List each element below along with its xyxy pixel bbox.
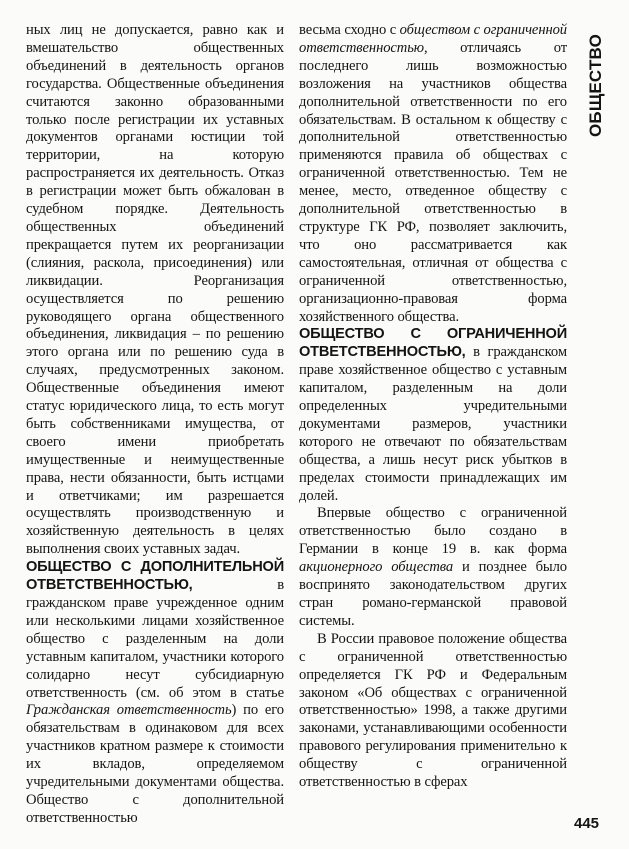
- entry-term-additional-liability: ОБЩЕСТВО С ДОПОЛНИТЕЛЬНОЙ ОТВЕТСТВЕННОСТЬЮ,: [26, 559, 284, 594]
- right-paragraph-3: [299, 505, 567, 630]
- entry-text: в гражданском праве хозяйственное общество с уставным капиталом, разделенным на доли определенных учредительными документами размеров, участники которого не отвечают по обязательствам общества, а лишь несут риск убытков в пределах стоимости принадлежащих им долей.: [299, 344, 567, 504]
- entry-text: в гражданском праве учрежденное одним или несколькими лицами хозяйственное общество с разделенным на доли уставным капиталом, участники которого солидарно несут субсидиарную ответственность (см. об этом в статье: [26, 577, 284, 701]
- right-paragraph-2: [299, 326, 567, 505]
- page-number: 445: [574, 815, 600, 832]
- entry-text: ) по его обязательствам в одинаковом для всех участников кратном размере к стоимости их вкладов, определяемом учредительными документами общества. Общество с дополнительной ответственностью: [26, 702, 284, 826]
- cross-reference: Гражданская ответственность: [26, 702, 232, 719]
- section-label: ОБЩЕСТВО: [586, 33, 605, 137]
- right-paragraph-4: В России правовое положение общества с ограниченной ответственностью определяется ГК РФ и Федеральным законом «Об обществах с ограниченной ответственностью» 1998, а также другими законами, устанавливающими особенности правового регулирования применительно к обществу с ограниченной ответственностью в сферах: [299, 630, 567, 791]
- entry-text: Впервые общество с ограниченной ответственностью было создано в Германии в конце 19 в. как форма: [299, 505, 567, 558]
- right-column: [299, 22, 567, 792]
- cross-reference: акционерного общества: [299, 559, 454, 576]
- entry-term-limited-liability: ОБЩЕСТВО С ОГРАНИЧЕННОЙ ОТВЕТСТВЕННОСТЬЮ,: [299, 326, 567, 361]
- entry-text: и позднее было воспринято законодательством других стран романо-германской правовой системы.: [299, 559, 567, 629]
- entry-text: , отличаясь от последнего лишь возможностью возложения на участников общества дополнительной ответственности по его обязательствам. В остальном к обществу с дополнительной ответственностью применяются правила об обществах с ограниченной ответственностью. Тем не менее, место, отведенное обществу с дополнительной ответственностью в структуре ГК РФ, позволяет заключить, что оно рассматривается как самостоятельная, отличная от общества с ограниченной ответственностью, организационно-правовая форма хозяйственного общества.: [299, 39, 567, 325]
- left-column: [26, 22, 284, 828]
- right-paragraph-1: [299, 22, 567, 326]
- cross-reference: обществом с ограниченной ответственностью: [299, 22, 567, 56]
- left-paragraph-2: [26, 559, 284, 828]
- entry-text: весьма сходно с: [299, 22, 400, 38]
- left-paragraph-1: ных лиц не допускается, равно как и вмешательство общественных объединений в деятельность органов государства. Общественные объединения считаются законно образованными только после регистрации их уставных документов органами юстиции той территории, на которую распространяется их деятельность. Отказ в регистрации может быть обжалован в судебном порядке. Деятельность общественных объединений прекращается путем их реорганизации (слияния, раскола, присоединения) или ликвидации. Реорганизация осуществляется по решению руководящего органа общественного объединения, ликвидация – по решению этого органа или по решению суда в случаях, предусмотренных законом. Общественные объединения имеют статус юридического лица, то есть могут быть собственниками имущества, от своего имени приобретать имущественные и неимущественные права, нести обязанности, быть истцами и ответчиками; им разрешается осуществлять производственную и хозяйственную деятельность в целях выполнения своих уставных задач.: [26, 22, 284, 558]
